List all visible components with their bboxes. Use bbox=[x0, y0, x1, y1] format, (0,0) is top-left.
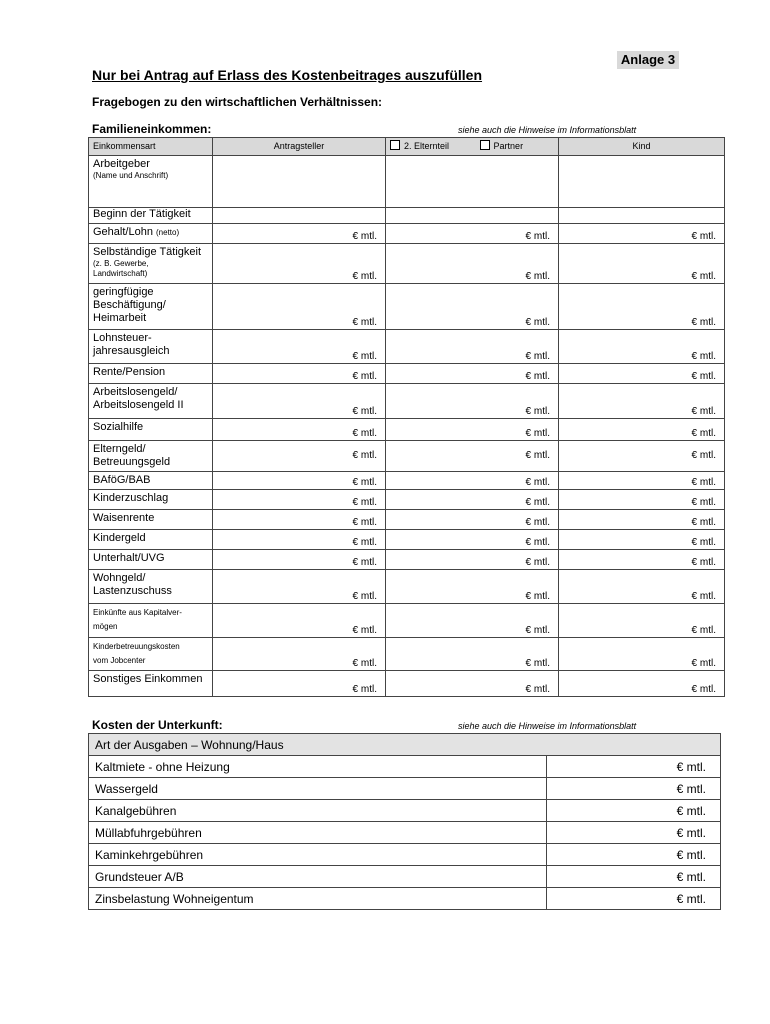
table-row bbox=[89, 510, 725, 530]
amount-field[interactable]: € mtl. bbox=[386, 384, 559, 419]
amount-field[interactable]: € mtl. bbox=[559, 472, 725, 490]
table-row bbox=[89, 756, 721, 778]
row-label: Wohngeld/ Lastenzuschuss bbox=[89, 570, 213, 604]
amount-field[interactable]: € mtl. bbox=[213, 364, 386, 384]
amount-field[interactable]: € mtl. bbox=[213, 671, 386, 697]
row-label: Rente/Pension bbox=[89, 364, 213, 384]
table-row bbox=[89, 822, 721, 844]
amount-field[interactable]: € mtl. bbox=[213, 490, 386, 510]
amount-field[interactable]: € mtl. bbox=[386, 284, 559, 330]
housing-item-label: Müllabfuhrgebühren bbox=[89, 822, 547, 844]
amount-field[interactable]: € mtl. bbox=[213, 530, 386, 550]
child-employer-field[interactable] bbox=[559, 156, 725, 208]
income-header-row bbox=[89, 138, 725, 156]
amount-field[interactable]: € mtl. bbox=[213, 244, 386, 284]
table-row bbox=[89, 866, 721, 888]
housing-item-label: Grundsteuer A/B bbox=[89, 866, 547, 888]
table-row bbox=[89, 800, 721, 822]
amount-field[interactable]: € mtl. bbox=[213, 284, 386, 330]
housing-item-label: Kanalgebühren bbox=[89, 800, 547, 822]
table-row bbox=[89, 550, 725, 570]
col-applicant: Antragsteller bbox=[213, 138, 386, 156]
partner-option[interactable]: Partner bbox=[452, 141, 524, 151]
amount-field[interactable]: € mtl. bbox=[386, 671, 559, 697]
amount-field[interactable]: € mtl. bbox=[213, 550, 386, 570]
amount-field[interactable]: € mtl. bbox=[559, 671, 725, 697]
amount-field[interactable]: € mtl. bbox=[559, 550, 725, 570]
table-row bbox=[89, 604, 725, 638]
applicant-employer-field[interactable] bbox=[213, 156, 386, 208]
amount-field[interactable]: € mtl. bbox=[386, 604, 559, 638]
amount-field[interactable]: € mtl. bbox=[559, 570, 725, 604]
col-child: Kind bbox=[559, 138, 725, 156]
row-label: Kindergeld bbox=[89, 530, 213, 550]
amount-field[interactable]: € mtl. bbox=[213, 224, 386, 244]
row-label: Waisenrente bbox=[89, 510, 213, 530]
amount-field[interactable]: € mtl. bbox=[386, 510, 559, 530]
housing-heading: Kosten der Unterkunft: bbox=[92, 718, 223, 732]
table-row bbox=[89, 778, 721, 800]
housing-amount-field[interactable]: € mtl. bbox=[547, 822, 721, 844]
amount-field[interactable]: € mtl. bbox=[386, 330, 559, 364]
table-row bbox=[89, 384, 725, 419]
amount-field[interactable]: € mtl. bbox=[559, 419, 725, 441]
housing-header: Art der Ausgaben – Wohnung/Haus bbox=[89, 734, 721, 756]
table-row bbox=[89, 330, 725, 364]
table-row bbox=[89, 441, 725, 472]
row-label: BAföG/BAB bbox=[89, 472, 213, 490]
amount-field[interactable]: € mtl. bbox=[559, 530, 725, 550]
housing-amount-field[interactable]: € mtl. bbox=[547, 800, 721, 822]
table-row bbox=[89, 244, 725, 284]
housing-item-label: Wassergeld bbox=[89, 778, 547, 800]
table-row bbox=[89, 530, 725, 550]
table-row bbox=[89, 570, 725, 604]
row-label: Kinderzuschlag bbox=[89, 490, 213, 510]
amount-field[interactable]: € mtl. bbox=[386, 472, 559, 490]
row-label: Arbeitgeber (Name und Anschrift) bbox=[89, 156, 213, 208]
housing-item-label: Kaltmiete - ohne Heizung bbox=[89, 756, 547, 778]
table-row bbox=[89, 208, 725, 224]
income-hint: siehe auch die Hinweise im Informationsblatt bbox=[458, 125, 637, 135]
table-row bbox=[89, 284, 725, 330]
amount-field[interactable]: € mtl. bbox=[213, 472, 386, 490]
housing-amount-field[interactable]: € mtl. bbox=[547, 756, 721, 778]
table-row bbox=[89, 156, 725, 208]
partner-checkbox[interactable] bbox=[480, 140, 490, 150]
amount-field[interactable]: € mtl. bbox=[559, 638, 725, 671]
row-label: Beginn der Tätigkeit bbox=[89, 208, 213, 224]
amount-field[interactable]: € mtl. bbox=[386, 224, 559, 244]
amount-field[interactable]: € mtl. bbox=[386, 638, 559, 671]
page-subtitle: Fragebogen zu den wirtschaftlichen Verhältnissen: bbox=[92, 95, 383, 109]
row-label: geringfügige Beschäftigung/ Heimarbeit bbox=[89, 284, 213, 330]
housing-amount-field[interactable]: € mtl. bbox=[547, 888, 721, 910]
housing-header-row bbox=[89, 734, 721, 756]
housing-amount-field[interactable]: € mtl. bbox=[547, 866, 721, 888]
row-label: Sozialhilfe bbox=[89, 419, 213, 441]
amount-field[interactable]: € mtl. bbox=[559, 490, 725, 510]
row-label: Unterhalt/UVG bbox=[89, 550, 213, 570]
amount-field[interactable]: € mtl. bbox=[386, 419, 559, 441]
amount-field[interactable]: € mtl. bbox=[559, 224, 725, 244]
col-parent2-partner bbox=[386, 138, 559, 156]
housing-amount-field[interactable]: € mtl. bbox=[547, 844, 721, 866]
housing-hint: siehe auch die Hinweise im Informationsblatt bbox=[458, 721, 637, 731]
amount-field[interactable]: € mtl. bbox=[386, 530, 559, 550]
amount-field[interactable]: € mtl. bbox=[386, 550, 559, 570]
amount-field[interactable]: € mtl. bbox=[559, 604, 725, 638]
row-label: Arbeitslosengeld/ Arbeitslosengeld II bbox=[89, 384, 213, 419]
row-label: Selbständige Tätigkeit (z. B. Gewerbe, Landwirtschaft) bbox=[89, 244, 213, 284]
table-row bbox=[89, 419, 725, 441]
amount-field[interactable]: € mtl. bbox=[213, 419, 386, 441]
income-heading: Familieneinkommen: bbox=[92, 122, 212, 136]
amount-field[interactable]: € mtl. bbox=[386, 244, 559, 284]
row-label: Gehalt/Lohn (netto) bbox=[89, 224, 213, 244]
row-label: Elterngeld/ Betreuungsgeld bbox=[89, 441, 213, 472]
child-start-field[interactable] bbox=[559, 208, 725, 224]
page-title: Nur bei Antrag auf Erlass des Kostenbeitrages auszufüllen bbox=[92, 67, 483, 83]
amount-field[interactable]: € mtl. bbox=[559, 441, 725, 472]
amount-field[interactable]: € mtl. bbox=[213, 604, 386, 638]
table-row bbox=[89, 671, 725, 697]
row-label: Lohnsteuer- jahresausgleich bbox=[89, 330, 213, 364]
row-label: Kinderbetreuungskosten vom Jobcenter bbox=[89, 638, 213, 671]
row-label: Einkünfte aus Kapitalver- mögen bbox=[89, 604, 213, 638]
parent2-employer-field[interactable] bbox=[386, 156, 559, 208]
amount-field[interactable]: € mtl. bbox=[213, 638, 386, 671]
amount-field[interactable]: € mtl. bbox=[386, 570, 559, 604]
amount-field[interactable]: € mtl. bbox=[559, 244, 725, 284]
income-table bbox=[88, 137, 725, 697]
parent2-option[interactable]: 2. Elternteil bbox=[386, 141, 449, 151]
amount-field[interactable]: € mtl. bbox=[213, 441, 386, 472]
parent2-start-field[interactable] bbox=[386, 208, 559, 224]
table-row bbox=[89, 364, 725, 384]
housing-item-label: Kaminkehrgebühren bbox=[89, 844, 547, 866]
parent2-checkbox[interactable] bbox=[390, 140, 400, 150]
table-row bbox=[89, 224, 725, 244]
amount-field[interactable]: € mtl. bbox=[559, 284, 725, 330]
table-row bbox=[89, 888, 721, 910]
housing-amount-field[interactable]: € mtl. bbox=[547, 778, 721, 800]
amount-field[interactable]: € mtl. bbox=[213, 510, 386, 530]
amount-field[interactable]: € mtl. bbox=[386, 364, 559, 384]
amount-field[interactable]: € mtl. bbox=[213, 330, 386, 364]
table-row bbox=[89, 490, 725, 510]
amount-field[interactable]: € mtl. bbox=[213, 384, 386, 419]
housing-costs-table bbox=[88, 733, 721, 910]
housing-item-label: Zinsbelastung Wohneigentum bbox=[89, 888, 547, 910]
amount-field[interactable]: € mtl. bbox=[213, 570, 386, 604]
amount-field[interactable]: € mtl. bbox=[559, 330, 725, 364]
table-row bbox=[89, 638, 725, 671]
col-income-type: Einkommensart bbox=[89, 138, 213, 156]
table-row bbox=[89, 472, 725, 490]
amount-field[interactable]: € mtl. bbox=[386, 490, 559, 510]
amount-field[interactable]: € mtl. bbox=[559, 510, 725, 530]
attachment-label: Anlage 3 bbox=[617, 51, 679, 69]
amount-field[interactable]: € mtl. bbox=[559, 384, 725, 419]
row-label: Sonstiges Einkommen bbox=[89, 671, 213, 697]
applicant-start-field[interactable] bbox=[213, 208, 386, 224]
amount-field[interactable]: € mtl. bbox=[559, 364, 725, 384]
amount-field[interactable]: € mtl. bbox=[386, 441, 559, 472]
table-row bbox=[89, 844, 721, 866]
